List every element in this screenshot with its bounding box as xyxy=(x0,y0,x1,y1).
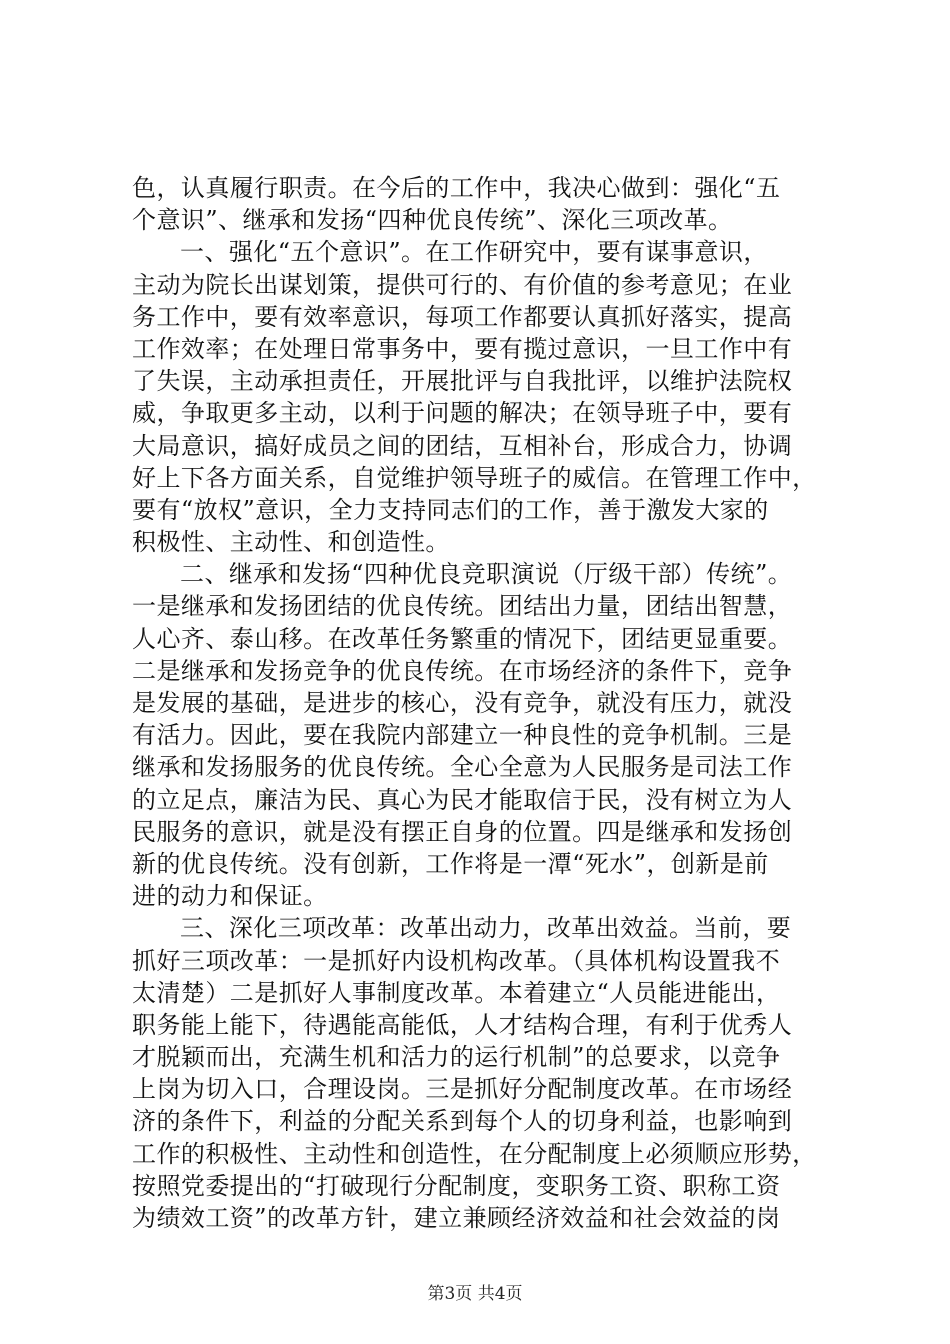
text-line: 威，争取更多主动，以利于问题的解决；在领导班子中，要有 xyxy=(132,399,793,428)
text-line: 有活力。因此，要在我院内部建立一种良性的竞争机制。三是 xyxy=(132,721,793,750)
text-line: 工作的积极性、主动性和创造性，在分配制度上必须顺应形势， xyxy=(132,1139,817,1168)
text-line: 二是继承和发扬竞争的优良传统。在市场经济的条件下，竞争 xyxy=(132,656,793,685)
text-line: 是发展的基础，是进步的核心，没有竞争，就没有压力，就没 xyxy=(132,689,793,717)
text-line: 个意识”、继承和发扬“四种优良传统”、深化三项改革。 xyxy=(132,206,733,235)
text-line: 上岗为切入口，合理设岗。三是抓好分配制度改革。在市场经 xyxy=(132,1075,793,1104)
text-line: 新的优良传统。没有创新，工作将是一潭“死水”，创新是前 xyxy=(132,849,769,878)
text-line: 要有“放权”意识，全力支持同志们的工作，善于激发大家的 xyxy=(132,495,769,524)
text-line: 了失误，主动承担责任，开展批评与自我批评，以维护法院权 xyxy=(132,367,793,396)
text-line: 务工作中，要有效率意识，每项工作都要认真抓好落实，提高 xyxy=(132,302,793,331)
text-line: 济的条件下，利益的分配关系到每个人的切身利益，也影响到 xyxy=(132,1107,793,1136)
text-line: 一是继承和发扬团结的优良传统。团结出力量，团结出智慧， xyxy=(132,592,793,621)
text-line: 民服务的意识，就是没有摆正自身的位置。四是继承和发扬创 xyxy=(132,817,793,846)
paragraph-start-line: 一、强化“五个意识”。在工作研究中，要有谋事意识， xyxy=(180,238,768,267)
page-number-footer: 第3页 共4页 xyxy=(427,1284,523,1304)
paragraph-start-line: 二、继承和发扬“四种优良竞职演说（厅级干部）传统”。 xyxy=(180,560,793,589)
text-line: 才脱颖而出，充满生机和活力的运行机制”的总要求，以竞争 xyxy=(132,1043,781,1072)
text-line: 抓好三项改革：一是抓好内设机构改革。（具体机构设置我不 xyxy=(132,946,781,975)
text-line: 色，认真履行职责。在今后的工作中，我决心做到：强化“五 xyxy=(132,174,781,202)
text-line: 进的动力和保证。 xyxy=(132,882,328,911)
paragraph-start-line: 三、深化三项改革：改革出动力，改革出效益。当前，要 xyxy=(180,914,792,943)
text-line: 积极性、主动性、和创造性。 xyxy=(132,528,450,557)
text-line: 继承和发扬服务的优良传统。全心全意为人民服务是司法工作 xyxy=(132,753,793,782)
text-line: 好上下各方面关系，自觉维护领导班子的威信。在管理工作中， xyxy=(132,463,817,492)
text-line: 为绩效工资”的改革方针，建立兼顾经济效益和社会效益的岗 xyxy=(132,1204,781,1232)
text-line: 人心齐、泰山移。在改革任务繁重的情况下，团结更显重要。 xyxy=(132,624,793,653)
text-line: 主动为院长出谋划策，提供可行的、有价值的参考意见；在业 xyxy=(132,270,793,299)
text-line: 的立足点，廉洁为民、真心为民才能取信于民，没有树立为人 xyxy=(132,785,793,814)
text-line: 按照党委提出的“打破现行分配制度，变职务工资、职称工资 xyxy=(132,1171,781,1200)
text-line: 太清楚）二是抓好人事制度改革。本着建立“人员能进能出， xyxy=(132,978,781,1007)
text-line: 大局意识，搞好成员之间的团结，互相补台，形成合力，协调 xyxy=(132,431,793,460)
text-line: 工作效率；在处理日常事务中，要有揽过意识，一旦工作中有 xyxy=(132,334,793,363)
document-body xyxy=(132,172,844,1234)
text-line: 职务能上能下，待遇能高能低，人才结构合理，有利于优秀人 xyxy=(132,1010,793,1039)
